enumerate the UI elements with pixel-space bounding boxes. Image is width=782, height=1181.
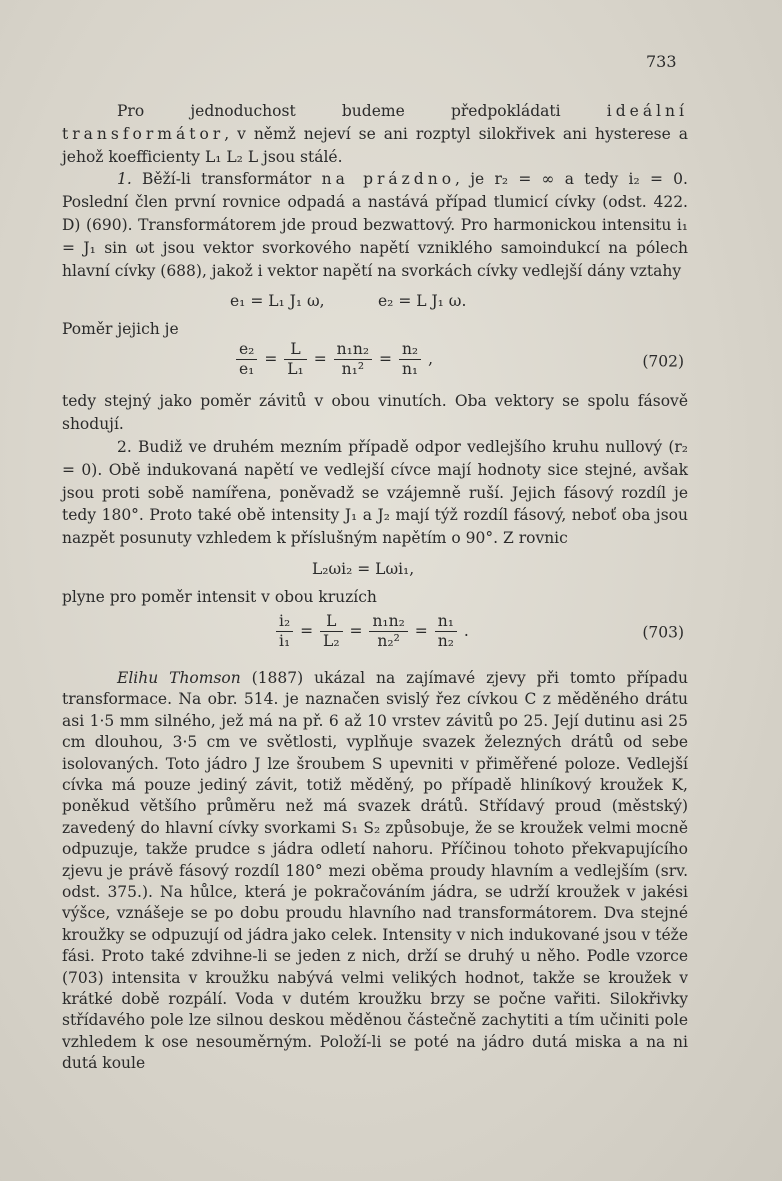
para2-b: , je r₂ = ∞ a tedy i₂ = 0. Poslední člen první rovnice odpadá a nastává případ tlumicí cívky (odst. 422. D) (690). Transformátorem jde proud bezwattový. Pro harmonickou intensitu i₁ = J₁ sin ωt jsou vektor svorkového napětí vzniklého samoindukcí na pólech hlavní cívky (688), jakož i vektor napětí na svorkách cívky vedlejší dány vztahy — [62, 170, 688, 280]
eq702-number: (702) — [642, 352, 684, 371]
para1-spaced: ideální transformátor — [62, 102, 688, 143]
para2-a: Běží-li transformátor — [142, 170, 312, 189]
equation-e — [62, 282, 688, 318]
equation-703 — [62, 608, 688, 658]
eq703-frac3: $\frac{\text{n₁n₂}}{\text{n₂²}}$ — [369, 612, 407, 651]
para5-author: Elihu Thomson — [117, 668, 241, 687]
plyne-label: plyne pro poměr intensit v obou kruzích — [62, 587, 377, 606]
para4-text: Budiž ve druhém mezním případě odpor vedlejšího kruhu nullový (r₂ = 0). Obě indukovaná napětí ve vedlejší cívce mají hodnoty sice stejné, avšak jsou proti sobě namířena, poněvadž se vzájemně ruší. Jejich fásový rozdíl je tedy 180°. Proto také obě intensity J₁ a J₂ mají týž rozdíl fásový, neboť oba jsou nazpět posunuty vzhledem k příslušným napětím o 90°. Z rovnic — [62, 437, 689, 548]
paragraph-case-2 — [62, 436, 688, 550]
para2-num: 1. — [117, 170, 132, 189]
page-number: 733 — [646, 52, 677, 71]
eq703-frac4: $\frac{\text{n₁}}{\text{n₂}}$ — [435, 612, 457, 651]
eq702-body: $\frac{\text{e₂}}{\text{e₁}}$ = $\frac{L}{\text{L₁}}$ = $\frac{\text{n₁n₂}}{\text{n₁²}}$ = $\frac{\text{n₂}}{\text{n₁}}$ , — [234, 340, 433, 379]
equation-702 — [62, 340, 688, 384]
eq703-body: $\frac{\text{i₂}}{\text{i₁}}$ = $\frac{L}{\text{L₂}}$ = $\frac{\text{n₁n₂}}{\text{n₂²}}$ = $\frac{\text{n₁}}{\text{n₂}}$ . — [274, 612, 469, 651]
eq-e-left: e₁ = L₁ J₁ ω, — [230, 292, 325, 311]
eq702-frac4: $\frac{\text{n₂}}{\text{n₁}}$ — [399, 340, 421, 379]
pomer-label: Poměr jejich je — [62, 320, 179, 339]
eq703-frac1: $\frac{\text{i₂}}{\text{i₁}}$ — [276, 612, 293, 651]
para4-num: 2. — [117, 437, 132, 456]
eq703-frac2: $\frac{L}{\text{L₂}}$ — [320, 612, 343, 651]
pomer-line — [62, 318, 688, 340]
para2-spaced: na prázdno — [321, 170, 456, 189]
para1-a: Pro jednoduchost budeme předpokládati — [117, 102, 561, 120]
eq-l2-text: L₂ωi₂ = Lωi₁, — [312, 559, 415, 578]
para5-text: (1887) ukázal na zajímavé zjevy při tomto případu transformace. Na obr. 514. je naznačen svislý řez cívkou C z měděného drátu asi 1·5 mm silného, jež má na př. 6 až 10 vrstev závitů po 25. Její dutinu asi 25 cm dlouhou, 3·5 cm ve světlosti, vyplňuje svazek železných drátů od sebe isolovaných. Toto jádro J lze šroubem S upevniti v přiměřené poloze. Vedlejší cívka má pouze jediný závit, totiž měděný, po případě hliníkový kroužek K, poněkud většího průměru než má svazek drátů. Střídavý proud (městský) zavedený do hlavní cívky svorkami S₁ S₂ způsobuje, že se kroužek velmi mocně odpuzuje, takže prudce s jádra odletí nahoru. Příčinou tohoto překvapujícího zjevu je právě fásový rozdíl 180° mezi oběma proudy hlavním a vedlejším (srv. odst. 375.). Na hůlce, která je pokračováním jádra, se udrží kroužek v jakési výšce, vznášeje se po dobu proudu hlavního nad transformátorem. Dva stejné kroužky se odpuzují od jádra jako celek. Intensity v nich indukované jsou v téže fási. Proto také zdvihne-li se jeden z nich, drží se druhý u něho. Podle vzorce (703) intensita v kroužku nabývá velmi velikých hodnot, takže se kroužek v krátké době rozpálí. Voda v dutém kroužku brzy se počne vařiti. Silokřivky střídavého pole lze silnou deskou měděnou částečně zachytiti a tím učiniti pole vzhledem k ose nesouměrným. Položí-li se poté na jádro dutá miska a na ni dutá koule — [62, 668, 688, 1073]
eq702-frac1: $\frac{\text{e₂}}{\text{e₁}}$ — [236, 340, 257, 379]
paragraph-case-1 — [62, 168, 688, 282]
body-text — [62, 100, 688, 1075]
plyne-line — [62, 586, 688, 608]
equation-l2 — [62, 550, 688, 586]
eq-e-right: e₂ = L J₁ ω. — [378, 292, 467, 311]
paragraph-thomson — [62, 668, 688, 1075]
eq703-number: (703) — [642, 623, 684, 642]
eq702-frac3: $\frac{\text{n₁n₂}}{\text{n₁²}}$ — [334, 340, 372, 379]
eq702-frac2: $\frac{L}{\text{L₁}}$ — [284, 340, 307, 379]
paragraph-same-ratio: tedy stejný jako poměr závitů v obou vinutích. Oba vektory se spolu fásově shodují. — [62, 392, 688, 434]
paragraph-ideal-transformer — [62, 100, 688, 168]
para1-b: , v němž nejeví se ani rozptyl silokřivek ani hysterese a jehož koefficienty L₁ L₂ L jsou stálé. — [62, 124, 688, 166]
